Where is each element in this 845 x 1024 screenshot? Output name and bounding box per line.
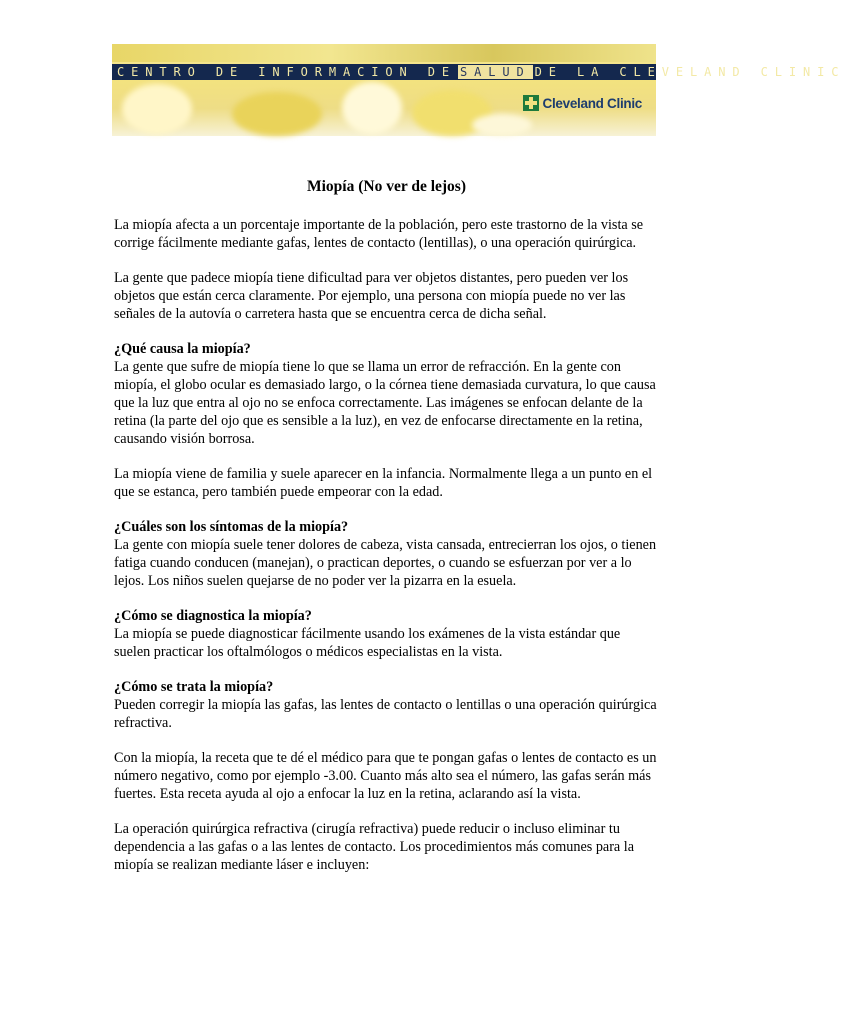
intro-paragraph-2: La gente que padece miopía tiene dificultad para ver objetos distantes, pero pueden ver los objetos que están cerca claramente. Por ejemplo, una persona con miopía puede no ver las señales de la autovía o carretera hasta que se encuentra cerca de dicha señal. xyxy=(114,270,629,322)
section-text: La gente con miopía suele tener dolores de cabeza, vista cansada, entrecierran los ojos, o tienen fatiga cuando conducen (manejan), o practican deportes, o cuando se esfuerzan por ver a lo lejos. Los niños suelen quejarse de no poder ver la pizarra en la esuela. xyxy=(114,537,657,589)
article-content xyxy=(114,178,659,891)
banner-title-highlight: SALUD xyxy=(460,65,531,79)
banner-flower-decoration xyxy=(232,92,322,136)
section-treatment xyxy=(114,678,659,732)
banner-title-prefix: CENTRO DE INFORMACION DE xyxy=(117,65,456,79)
section-heading: ¿Cómo se diagnostica la miopía? xyxy=(114,608,312,624)
banner-title-bar xyxy=(112,64,845,80)
section-symptoms xyxy=(114,518,659,590)
banner-flower-decoration xyxy=(342,82,402,134)
section-diagnosis xyxy=(114,607,659,661)
section-text: Pueden corregir la miopía las gafas, las lentes de contacto o lentillas o una operación quirúrgica refractiva. xyxy=(114,697,657,731)
section-heading: ¿Cómo se trata la miopía? xyxy=(114,679,274,695)
section-text: La gente que sufre de miopía tiene lo que se llama un error de refracción. En la gente con miopía, el globo ocular es demasiado largo, o la córnea tiene demasiada curvatura, lo que causa que la luz que entra al ojo no se enfoca correctamente. Las imágenes se enfocan delante de la retina (la parte del ojo que es sensible a la luz), en vez de enfocarse directamente en la retina, causando visión borrosa. xyxy=(114,359,656,447)
banner-flower-strip xyxy=(112,44,656,62)
section-causes xyxy=(114,340,659,448)
section-extra-paragraph: Con la miopía, la receta que te dé el médico para que te pongan gafas o lentes de contacto es un número negativo, como por ejemplo -3.00. Cuanto más alto sea el número, las gafas serán más fuertes. Esta receta ayuda al ojo a enfocar la luz en la retina, aclarando así la vista. xyxy=(114,750,657,802)
cross-logo-icon xyxy=(523,95,539,111)
section-extra-paragraph: La miopía viene de familia y suele aparecer en la infancia. Normalmente llega a un punto en el que se estanca, pero también puede empeorar con la edad. xyxy=(114,466,653,500)
section-heading: ¿Cuáles son los síntomas de la miopía? xyxy=(114,519,349,535)
section-extra-paragraph: La operación quirúrgica refractiva (cirugía refractiva) puede reducir o incluso eliminar tu dependencia a las gafas o a las lentes de contacto. Los procedimientos más comunes para la miopía se realizan mediante láser e incluyen: xyxy=(114,821,635,873)
banner-flower-decoration xyxy=(472,114,532,136)
banner-title-suffix: DE LA CLEVELAND CLINIC xyxy=(534,65,845,79)
header-banner xyxy=(112,44,845,136)
section-heading: ¿Qué causa la miopía? xyxy=(114,341,251,357)
banner-flower-decoration xyxy=(122,84,192,134)
intro-paragraph-1: La miopía afecta a un porcentaje importante de la población, pero este trastorno de la vista se corrige fácilmente mediante gafas, lentes de contacto (lentillas), o una operación quirúrgica. xyxy=(114,217,644,251)
logo-text: Cleveland Clinic xyxy=(542,95,642,111)
section-text: La miopía se puede diagnosticar fácilmente usando los exámenes de la vista estándar que suelen practicar los oftalmólogos o médicos especialistas en la vista. xyxy=(114,626,621,660)
cleveland-clinic-logo xyxy=(523,95,642,111)
page-title: Miopía (No ver de lejos) xyxy=(307,178,466,195)
banner-title xyxy=(112,64,845,80)
